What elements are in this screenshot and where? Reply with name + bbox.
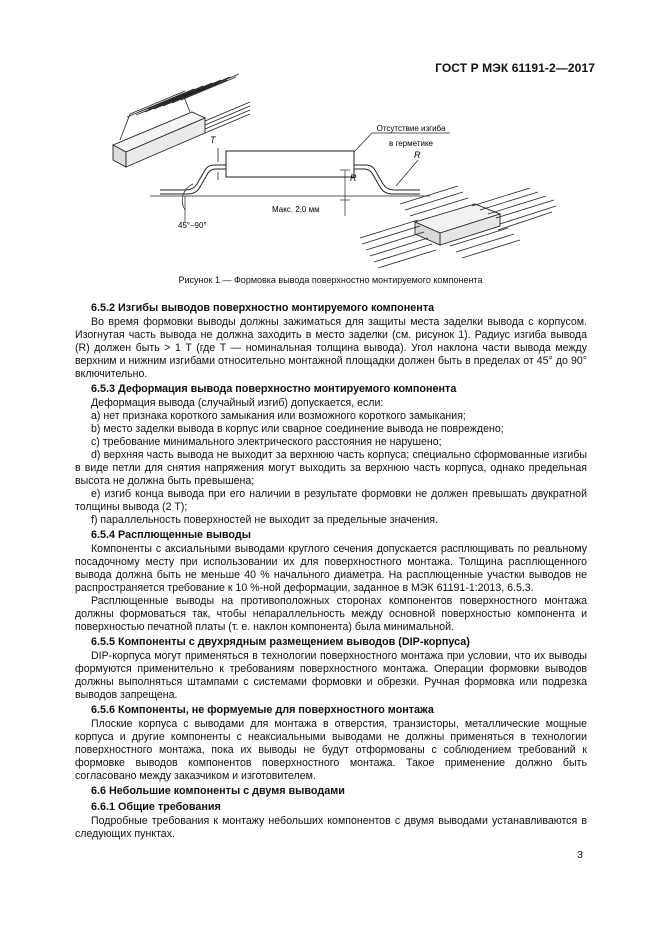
label-angle: 45°–90° bbox=[178, 221, 207, 230]
label-no-bend: Отсутствие изгиба bbox=[376, 124, 446, 133]
paragraph: Компоненты с аксиальными выводами круглого сечения допускается расплющивать по реальному посадочному месту при использовании их для поверхностного монтажа. Толщина расплющенного вывода должна быть не меньше 40 % начального диаметра. На расплющенные участки выводов не распространяется требование к 10 %-ной деформации, заданное в МЭК 61191-1:2013, 6.5.3. bbox=[75, 543, 587, 594]
section-heading: 6.5.3 Деформация вывода поверхностно монтируемого компонента bbox=[91, 383, 457, 395]
paragraph: f) параллельность поверхностей не выходит за предельные значения. bbox=[91, 514, 438, 526]
paragraph: Расплющенные выводы на противоположных сторонах компонентов поверхностного монтажа должны формоваться так, чтобы непараллельность между основной поверхностью компонента и поверхностью печатной платы (т. е. наклон компонента) была минимальной. bbox=[75, 595, 587, 633]
paragraph: DIP-корпуса могут применяться в технологии поверхностного монтажа при условии, что их выводы формуются применительно к требованиям поверхностного монтажа. Операции формовки выводов должны выполняться штампами с системами формовки и обрезки. Ручная формовка или подрезка выводов запрещена. bbox=[75, 650, 587, 701]
label-max-height: Макс. 2,0 мм bbox=[272, 205, 320, 214]
label-radius-R-right: R bbox=[414, 150, 421, 160]
paragraph: Плоские корпуса с выводами для монтажа в отверстия, транзисторы, металлические мощные корпуса и другие компоненты с неаксиальными выводами не должны применяться в технологии поверхностного монтажа, пока их выводы не будут отформованы с соблюдением требований к формовке выводов компонентов поверхностного монтажа. Такое применение должно быть согласовано между заказчиком и изготовителем. bbox=[75, 718, 587, 782]
document-id-header: ГОСТ Р МЭК 61191-2—2017 bbox=[435, 61, 595, 75]
figure-caption: Рисунок 1 — Формовка вывода поверхностно монтируемого компонента bbox=[178, 275, 483, 285]
label-thickness-T: T bbox=[210, 135, 216, 145]
paragraph: b) место заделки вывода в корпус или сварное соединение вывода не повреждено; bbox=[91, 423, 504, 435]
page-number: 3 bbox=[577, 849, 583, 861]
label-in-seal: в герметике bbox=[389, 139, 433, 148]
section-heading: 6.5.4 Расплющенные выводы bbox=[91, 529, 251, 541]
section-heading: 6.5.2 Изгибы выводов поверхностно монтируемого компонента bbox=[91, 302, 435, 314]
section-heading: 6.6.1 Общие требования bbox=[91, 801, 221, 813]
paragraph: e) изгиб конца вывода при его наличии в результате формовки не должен превышать двукратной толщины вывода (2 T); bbox=[75, 488, 587, 513]
section-heading: 6.5.6 Компоненты, не формуемые для поверхностного монтажа bbox=[91, 704, 434, 716]
paragraph: d) верхняя часть вывода не выходит за верхнюю часть корпуса; специально сформованные изгибы в виде петли для снятия напряжения могут выходить за верхнюю часть корпуса, однако предельная высота не должна быть превышена; bbox=[75, 449, 587, 487]
figure-lead-forming bbox=[0, 0, 661, 300]
document-body bbox=[75, 300, 587, 841]
paragraph: Во время формовки выводы должны зажиматься для защиты места заделки вывода с корпусом. Изогнутая часть вывода не должна заходить в место заделки (см. рисунок 1). Радиус изгиба вывода (R) должен быть > 1 T (где T — номинальная толщина вывода). Угол наклона части вывода между верхним и нижним изгибами относительно монтажной площадки должен быть в пределах от 45° до 90° включительно. bbox=[75, 316, 587, 380]
label-radius-R-left: R bbox=[350, 173, 357, 183]
paragraph: Деформация вывода (случайный изгиб) допускается, если: bbox=[91, 397, 384, 409]
paragraph: Подробные требования к монтажу небольших компонентов с двумя выводами устанавливаются в следующих пунктах. bbox=[75, 815, 587, 840]
paragraph: c) требование минимального электрического расстояния не нарушено; bbox=[91, 436, 442, 448]
mounted-component-illustration bbox=[360, 186, 556, 268]
section-heading: 6.5.5 Компоненты с двухрядным размещением выводов (DIP-корпуса) bbox=[91, 636, 470, 648]
paragraph: a) нет признака короткого замыкания или возможного короткого замыкания; bbox=[91, 410, 466, 422]
section-heading: 6.6 Небольшие компоненты с двумя выводами bbox=[91, 785, 345, 797]
